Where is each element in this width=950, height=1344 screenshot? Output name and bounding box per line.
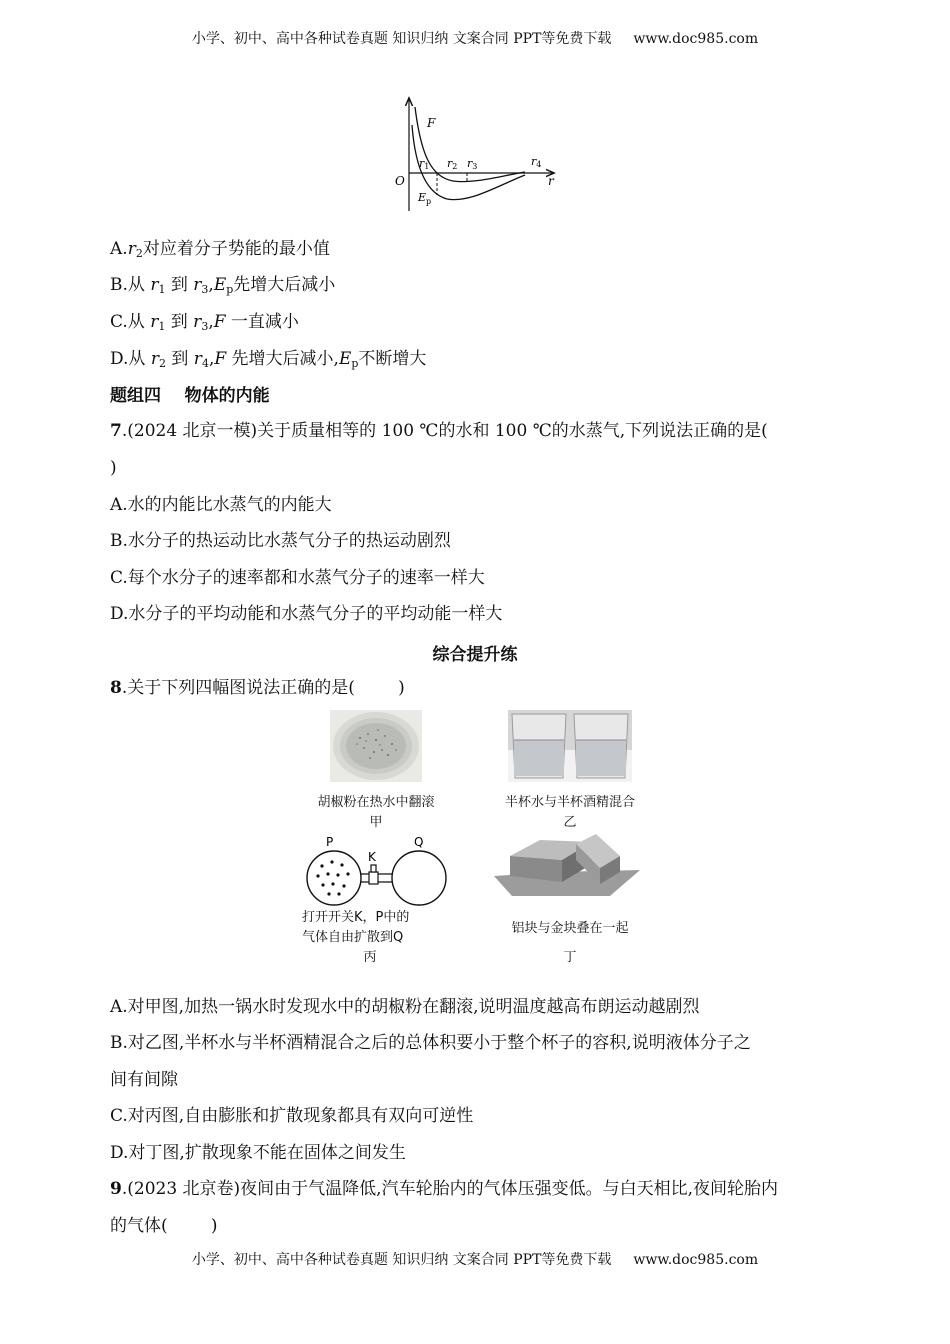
q7-option-b: B.水分子的热运动比水蒸气分子的热运动剧烈 — [110, 531, 451, 551]
label-p: P — [326, 835, 334, 849]
ep-label: $E_p$ — [418, 191, 432, 206]
label-yi: 乙 — [563, 815, 577, 830]
footer-text: 小学、初中、高中各种试卷真题 知识归纳 文案合同 PPT等免费下载 — [191, 1252, 612, 1268]
q8-option-c: C.对丙图,自由膨胀和扩散现象都具有双向可逆性 — [110, 1106, 474, 1126]
figure-bing-diffusion — [302, 834, 452, 910]
label-ding: 丁 — [563, 950, 577, 965]
label-jia: 甲 — [369, 815, 383, 830]
force-potential-graph — [385, 95, 565, 215]
q6-option-a: $A.r_2$对应着分子势能的最小值 — [110, 239, 330, 260]
r2-label: r2 — [447, 157, 458, 171]
q6-option-b: B.从 $r_1$ 到 $r_3,E_p$先增大后减小 — [110, 275, 336, 296]
section-title: 综合提升练 — [432, 645, 518, 665]
caption-jia: 胡椒粉在热水中翻滚 — [317, 795, 435, 810]
label-bing: 丙 — [363, 950, 377, 965]
o-label: O — [395, 174, 405, 188]
q6-option-c: C.从 $r_1$ 到 $r_3,F$ 一直减小 — [110, 312, 299, 333]
r3-label: r3 — [467, 157, 478, 171]
caption-bing-2: 气体自由扩散到Q — [302, 930, 404, 945]
q8-option-b-cont: 间有间隙 — [110, 1070, 178, 1090]
r4-label: r4 — [531, 155, 542, 169]
q7-option-d: D.水分子的平均动能和水蒸气分子的平均动能一样大 — [110, 604, 503, 624]
group4-heading: 题组四 物体的内能 — [110, 386, 270, 406]
caption-bing-1: 打开开关K，P中的 — [302, 910, 410, 925]
label-k: K — [368, 850, 376, 864]
r-axis-label: r — [548, 174, 554, 188]
figure-yi-glasses — [508, 710, 632, 782]
q8-option-a: A.对甲图,加热一锅水时发现水中的胡椒粉在翻滚,说明温度越高布朗运动越剧烈 — [110, 997, 700, 1017]
q7-option-c: C.每个水分子的速率都和水蒸气分子的速率一样大 — [110, 568, 485, 588]
figure-jia-bowl — [330, 710, 422, 782]
header-url[interactable]: www.doc985.com — [633, 31, 759, 47]
q7-stem-cont: ) — [110, 458, 117, 478]
q6-option-d: D.从 $r_2$ 到 $r_4,F$ 先增大后减小$,E_p$不断增大 — [110, 349, 427, 370]
caption-yi: 半杯水与半杯酒精混合 — [504, 795, 635, 810]
f-label: F — [427, 116, 436, 130]
q8-option-d: D.对丁图,扩散现象不能在固体之间发生 — [110, 1143, 406, 1163]
q7-option-a: A.水的内能比水蒸气的内能大 — [110, 495, 332, 515]
caption-ding: 铝块与金块叠在一起 — [511, 921, 629, 936]
footer-url[interactable]: www.doc985.com — [633, 1252, 759, 1268]
header-text: 小学、初中、高中各种试卷真题 知识归纳 文案合同 PPT等免费下载 — [191, 31, 612, 47]
q8-option-b: B.对乙图,半杯水与半杯酒精混合之后的总体积要小于整个杯子的容积,说明液体分子之 — [110, 1033, 751, 1053]
figure-ding-blocks — [492, 832, 642, 898]
q9-stem-cont: 的气体( ) — [110, 1216, 218, 1236]
r1-label: r1 — [419, 157, 430, 171]
q9-stem: 9.(2023 北京卷)夜间由于气温降低,汽车轮胎内的气体压强变低。与白天相比,夜间轮胎内 — [110, 1179, 778, 1199]
page-header — [0, 28, 950, 48]
q7-stem: 7.(2024 北京一模)关于质量相等的 100 ℃的水和 100 ℃的水蒸气,下列说法正确的是( — [110, 421, 768, 441]
label-q: Q — [414, 835, 424, 849]
page-footer — [0, 1249, 950, 1269]
q8-stem: 8.关于下列四幅图说法正确的是( ) — [110, 678, 405, 698]
